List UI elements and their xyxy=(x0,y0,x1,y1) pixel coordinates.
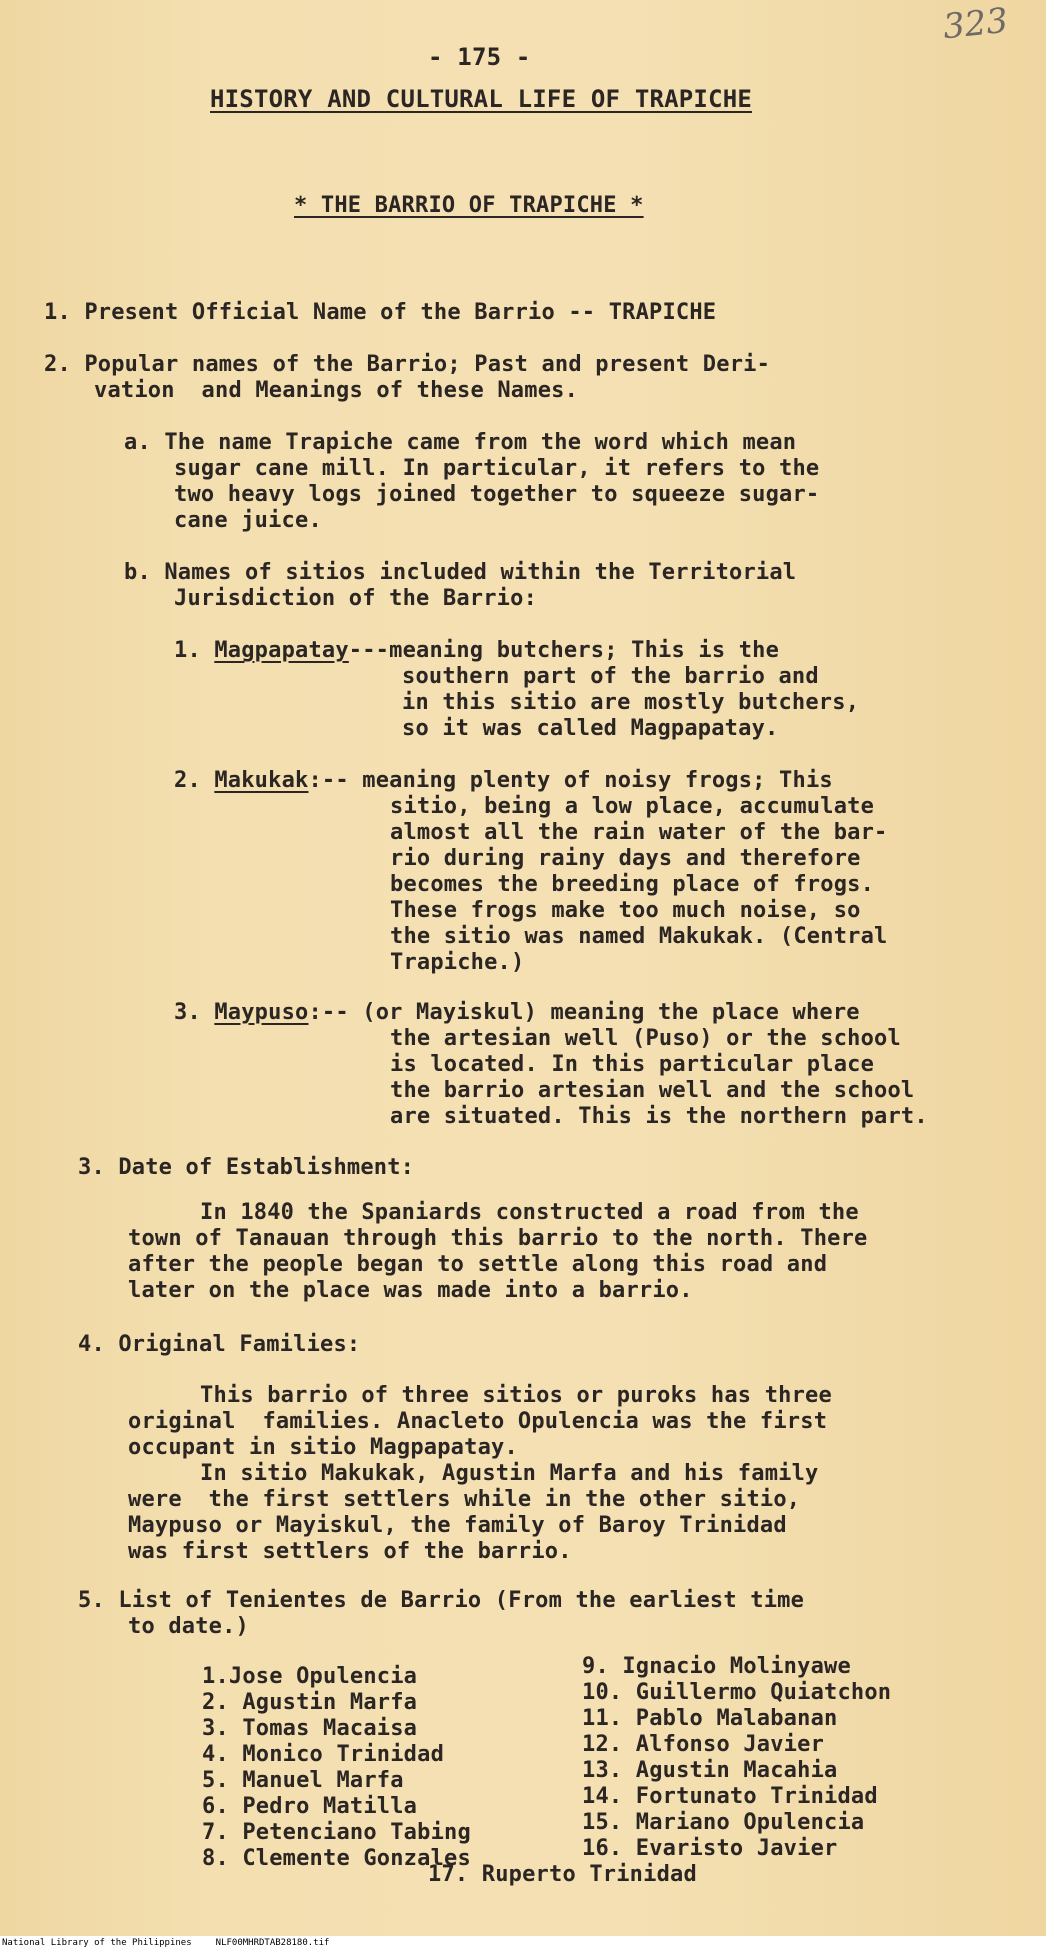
section-4-line: occupant in sitio Magpapatay. xyxy=(128,1435,518,1460)
teniente-item: 7. Petenciano Tabing xyxy=(202,1820,471,1845)
sitio-description: These frogs make too much noise, so xyxy=(390,898,861,923)
teniente-item: 15. Mariano Opulencia xyxy=(582,1810,865,1835)
section-2a-line: sugar cane mill. In particular, it refers to the xyxy=(174,456,820,481)
sitio-description: sitio, being a low place, accumulate xyxy=(390,794,875,819)
sitio-description: in this sitio are mostly butchers, xyxy=(402,690,860,715)
sitio-description: the barrio artesian well and the school xyxy=(390,1078,915,1103)
teniente-item: 5. Manuel Marfa xyxy=(202,1768,404,1793)
teniente-item: 14. Fortunato Trinidad xyxy=(582,1784,878,1809)
sitio-description: :-- (or Mayiskul) meaning the place where xyxy=(308,1000,860,1025)
sitio-number: 3. xyxy=(174,1000,201,1025)
section-2-heading-line: vation and Meanings of these Names. xyxy=(94,378,579,403)
section-1-official-name: 1. Present Official Name of the Barrio -- TRAPICHE xyxy=(44,300,717,325)
archive-footer xyxy=(0,1936,1046,1950)
sitio-item xyxy=(174,768,833,794)
footer-library: National Library of the Philippines xyxy=(2,1938,192,1948)
sitio-description: becomes the breeding place of frogs. xyxy=(390,872,875,897)
sitio-description: ---meaning butchers; This is the xyxy=(348,638,780,663)
sitio-item xyxy=(174,1000,860,1026)
teniente-item: 17. Ruperto Trinidad xyxy=(428,1862,697,1887)
sitio-name: Magpapatay xyxy=(214,638,349,663)
section-3-line: town of Tanauan through this barrio to the north. There xyxy=(128,1226,868,1251)
section-3-line: after the people began to settle along this road and xyxy=(128,1252,828,1277)
teniente-item: 16. Evaristo Javier xyxy=(582,1836,838,1861)
sitio-description: :-- meaning plenty of noisy frogs; This xyxy=(308,768,833,793)
teniente-item: 6. Pedro Matilla xyxy=(202,1794,418,1819)
sitio-description: so it was called Magpapatay. xyxy=(402,716,779,741)
teniente-item: 10. Guillermo Quiatchon xyxy=(582,1680,892,1705)
section-4-line: Maypuso or Mayiskul, the family of Baroy Trinidad xyxy=(128,1513,787,1538)
section-4-heading: 4. Original Families: xyxy=(78,1332,361,1357)
section-2b-line: b. Names of sitios included within the Territorial xyxy=(124,560,797,585)
section-5-heading: 5. List of Tenientes de Barrio (From the earliest time xyxy=(78,1588,805,1613)
section-3-line: In 1840 the Spaniards constructed a road from the xyxy=(200,1200,859,1225)
page-stamp-number: 323 xyxy=(941,0,1010,48)
teniente-item: 8. Clemente Gonzales xyxy=(202,1846,471,1871)
sitio-description: southern part of the barrio and xyxy=(402,664,819,689)
teniente-item: 13. Agustin Macahia xyxy=(582,1758,838,1783)
sitio-number: 2. xyxy=(174,768,201,793)
section-2b-line: Jurisdiction of the Barrio: xyxy=(174,586,538,611)
teniente-item: 12. Alfonso Javier xyxy=(582,1732,825,1757)
sitio-description: the sitio was named Makukak. (Central xyxy=(390,924,888,949)
teniente-item: 9. Ignacio Molinyawe xyxy=(582,1654,851,1679)
section-3-heading: 3. Date of Establishment: xyxy=(78,1155,415,1180)
section-4-line: original families. Anacleto Opulencia was the first xyxy=(128,1409,828,1434)
sitio-name: Makukak xyxy=(214,768,309,793)
section-4-line: In sitio Makukak, Agustin Marfa and his family xyxy=(200,1461,819,1486)
section-2a-line: two heavy logs joined together to squeeze sugar- xyxy=(174,482,820,507)
document-title: HISTORY AND CULTURAL LIFE OF TRAPICHE xyxy=(210,85,753,113)
teniente-item: 11. Pablo Malabanan xyxy=(582,1706,838,1731)
teniente-item: 2. Agustin Marfa xyxy=(202,1690,418,1715)
teniente-item: 1.Jose Opulencia xyxy=(202,1664,418,1689)
footer-filename: NLF00MHRDTAB28180.tif xyxy=(215,1938,330,1948)
section-2a-line: a. The name Trapiche came from the word which mean xyxy=(124,430,797,455)
section-3-line: later on the place was made into a barrio. xyxy=(128,1278,693,1303)
section-4-line: This barrio of three sitios or puroks has three xyxy=(200,1383,832,1408)
sitio-description: are situated. This is the northern part. xyxy=(390,1104,928,1129)
page-number: - 175 - xyxy=(428,43,531,71)
section-4-line: were the first settlers while in the other sitio, xyxy=(128,1487,801,1512)
sitio-name: Maypuso xyxy=(214,1000,309,1025)
sitio-number: 1. xyxy=(174,638,201,663)
sitio-item xyxy=(174,638,779,664)
section-2-heading-line: 2. Popular names of the Barrio; Past and present Deri- xyxy=(44,352,771,377)
document-subtitle: * THE BARRIO OF TRAPICHE * xyxy=(294,193,644,218)
teniente-item: 4. Monico Trinidad xyxy=(202,1742,445,1767)
sitio-description: rio during rainy days and therefore xyxy=(390,846,861,871)
sitio-description: the artesian well (Puso) or the school xyxy=(390,1026,901,1051)
sitio-description: is located. In this particular place xyxy=(390,1052,875,1077)
section-4-line: was first settlers of the barrio. xyxy=(128,1539,572,1564)
section-5-heading: to date.) xyxy=(128,1614,250,1639)
sitio-description: almost all the rain water of the bar- xyxy=(390,820,888,845)
section-2a-line: cane juice. xyxy=(174,508,322,533)
sitio-description: Trapiche.) xyxy=(390,950,525,975)
teniente-item: 3. Tomas Macaisa xyxy=(202,1716,418,1741)
